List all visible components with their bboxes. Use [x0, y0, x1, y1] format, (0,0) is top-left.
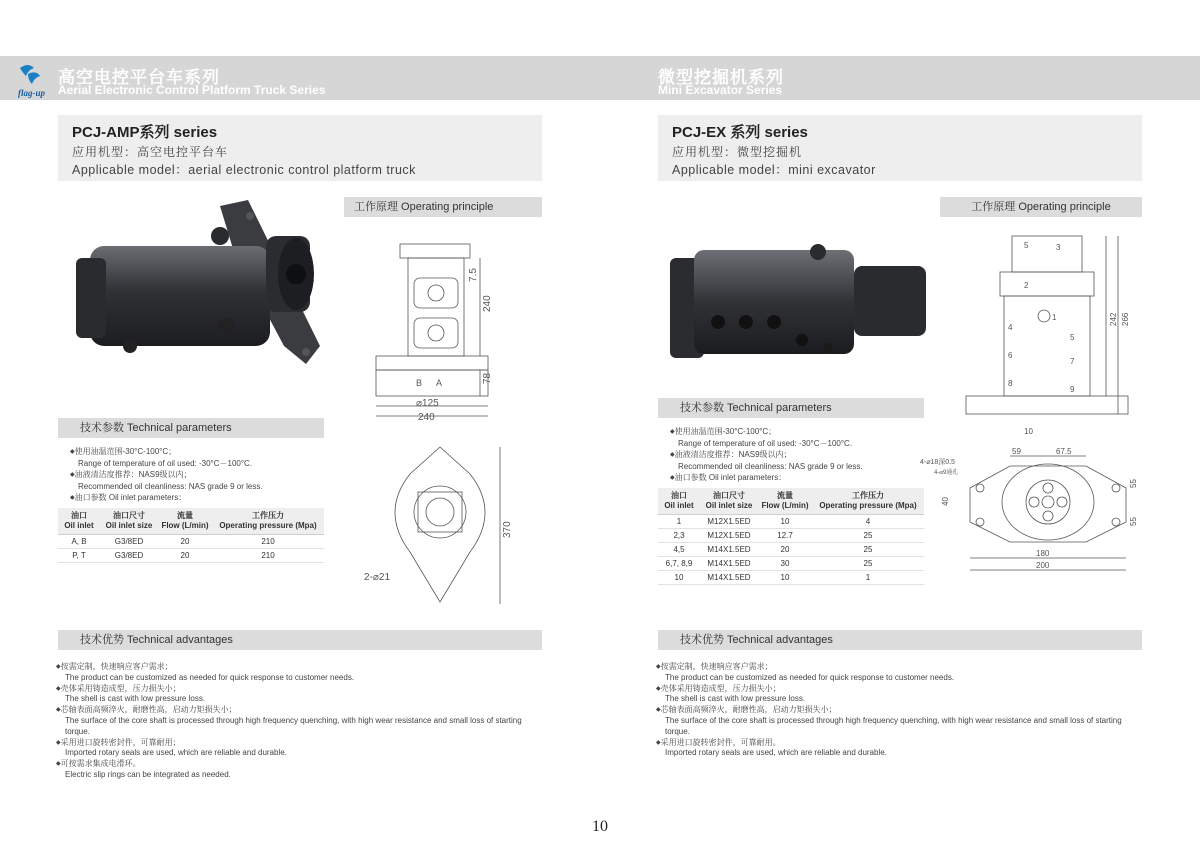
left-series-box	[58, 115, 542, 181]
header-left-cn: 高空电控平台车系列	[58, 68, 220, 87]
right-advantages-list	[656, 662, 1146, 759]
left-series-title: PCJ-AMP系列 series	[72, 124, 218, 141]
right-dim-d5: 4-⌀18深0.5	[920, 459, 955, 466]
left-dim-d6: 370	[502, 521, 513, 538]
right-param-1-cn: ◆ 使用油温范围-30°C-100°C；	[670, 426, 930, 438]
table-row: 6,7, 8,9 M14X1.5ED 30 25	[658, 557, 924, 571]
right-num-7: 7	[1070, 357, 1075, 366]
left-param-1-en: Range of temperature of oil used: -30°C－100°C.	[78, 459, 253, 468]
left-model-cn: 应用机型：高空电控平台车	[72, 145, 229, 159]
header-right-cn: 微型挖掘机系列	[658, 68, 784, 87]
right-num-1: 1	[1052, 313, 1057, 322]
right-adv-1-cn: ◆ 按需定制，快速响应客户需求；	[656, 662, 1146, 673]
table-row: 4,5 M14X1.5ED 20 25	[658, 543, 924, 557]
right-product-photo	[660, 236, 936, 386]
svg-text:flag-up: flag-up	[18, 88, 45, 98]
header-left-en: Aerial Electronic Control Platform Truck Series	[58, 83, 326, 97]
left-param-2-cn: ◆ 油液清洁度推荐：NAS9级以内；	[70, 469, 330, 481]
right-adv-2-en: The shell is cast with low pressure loss.	[665, 694, 806, 704]
right-num-2: 2	[1024, 281, 1029, 290]
right-params-list	[670, 426, 930, 484]
right-num-5: 5	[1070, 333, 1075, 342]
right-dim-d10: 180	[1036, 549, 1050, 558]
right-num-4: 4	[1008, 323, 1013, 332]
left-model-en: Applicable model：aerial electronic control platform truck	[72, 163, 416, 177]
right-num-3: 3	[1056, 243, 1061, 252]
table-row: A, B G3/8ED 20 210	[58, 535, 324, 549]
right-param-3-cn: ◆ 油口参数 Oil inlet parameters：	[670, 472, 930, 484]
left-param-3-cn: ◆ 油口参数 Oil inlet parameters：	[70, 492, 330, 504]
right-model-cn: 应用机型：微型挖掘机	[672, 145, 803, 159]
left-advantages-bar: 技术优势 Technical advantages	[58, 630, 542, 650]
right-dim-d6: 4-⌀9通孔	[934, 470, 959, 476]
table-row: 2,3 M12X1.5ED 12.7 25	[658, 529, 924, 543]
right-dim-d1: 242	[1109, 312, 1118, 326]
left-th-oil-inlet: 油口 Oil inlet	[58, 508, 100, 535]
left-adv-1-en: The product can be customized as needed for quick response to customer needs.	[65, 672, 355, 682]
right-dim-d3: 59	[1012, 447, 1021, 456]
left-label-b: B	[416, 378, 423, 388]
left-dim-d5: 240	[418, 412, 435, 423]
left-product-photo	[70, 196, 332, 382]
header-right-en: Mini Excavator Series	[658, 83, 783, 97]
right-num-8: 8	[1008, 379, 1013, 388]
right-param-2-en: Recommended oil cleanliness: NAS grade 9 or less.	[678, 462, 863, 471]
left-adv-2-cn: ◆ 壳体采用铸造成型，压力损失小；	[56, 684, 546, 695]
right-th-oil-inlet: 油口 Oil inlet	[658, 488, 700, 515]
left-adv-3-cn: ◆ 芯轴表面高频淬火，耐磨性高，启动力矩损失小；	[56, 705, 546, 716]
table-row: 1 M12X1.5ED 10 4	[658, 515, 924, 529]
right-adv-4-cn: ◆ 采用进口旋转密封件，可靠耐用。	[656, 738, 1146, 749]
left-th-flow: 流量 Flow (L/min)	[158, 508, 212, 535]
right-principle-bar: 工作原理 Operating principle	[940, 197, 1142, 217]
left-advantages-list	[56, 662, 546, 781]
right-tech-params-bar: 技术参数 Technical parameters	[658, 398, 924, 418]
left-param-2-en: Recommended oil cleanliness: NAS grade 9 or less.	[78, 482, 263, 491]
left-dim-d7: 2-⌀21	[364, 572, 391, 583]
right-model-en: Applicable model：mini excavator	[672, 163, 876, 177]
right-dim-d11: 200	[1036, 561, 1050, 570]
right-num-10: 10	[1024, 427, 1033, 436]
flag-up-logo	[16, 60, 56, 100]
page-number: 10	[592, 818, 608, 835]
left-principle-bar: 工作原理 Operating principle	[344, 197, 542, 217]
right-dim-d2: 266	[1121, 312, 1130, 326]
right-adv-3-en: The surface of the core shaft is processed through high frequency quenching, with high wear resistance and small loss of starting torque.	[665, 715, 1122, 736]
right-dim-d8: 55	[1129, 479, 1138, 488]
left-tech-params-bar: 技术参数 Technical parameters	[58, 418, 324, 438]
left-adv-2-en: The shell is cast with low pressure loss.	[65, 694, 206, 704]
table-row: 10 M14X1.5ED 10 1	[658, 571, 924, 585]
right-series-title: PCJ-EX 系列 series	[672, 124, 808, 141]
right-advantages-bar: 技术优势 Technical advantages	[658, 630, 1142, 650]
left-adv-5-cn: ◆ 可按需求集成电滑环。	[56, 759, 546, 770]
right-params-table	[658, 488, 924, 585]
right-num-9: 9	[1070, 385, 1075, 394]
left-adv-4-en: Imported rotary seals are used, which are reliable and durable.	[65, 748, 287, 758]
left-dim-d2: 240	[482, 295, 493, 312]
right-param-2-cn: ◆ 油液清洁度推荐：NAS9级以内；	[670, 449, 930, 461]
left-label-a: A	[436, 378, 443, 388]
right-adv-2-cn: ◆ 壳体采用铸造成型，压力损失小；	[656, 684, 1146, 695]
right-adv-4-en: Imported rotary seals are used, which are reliable and durable.	[665, 748, 887, 758]
left-dim-d1: 7.5	[468, 268, 479, 282]
right-technical-drawing	[920, 226, 1142, 582]
right-th-flow: 流量 Flow (L/min)	[758, 488, 812, 515]
right-th-size: 油口尺寸 Oil inlet size	[700, 488, 758, 515]
right-dim-d9: 55	[1129, 517, 1138, 526]
left-technical-drawing	[350, 222, 540, 622]
right-param-1-en: Range of temperature of oil used: -30°C－100°C.	[678, 439, 853, 448]
left-th-size: 油口尺寸 Oil inlet size	[100, 508, 158, 535]
left-adv-1-cn: ◆ 按需定制，快速响应客户需求；	[56, 662, 546, 673]
left-adv-5-en: Electric slip rings can be integrated as needed.	[65, 769, 231, 779]
left-adv-3-en: The surface of the core shaft is processed through high frequency quenching, with high wear resistance and small loss of starting torque.	[65, 715, 522, 736]
table-row: P, T G3/8ED 20 210	[58, 549, 324, 563]
left-param-1-cn: ◆ 使用油温范围-30°C-100°C；	[70, 446, 330, 458]
right-num-6: 6	[1008, 351, 1013, 360]
left-dim-d4: ⌀125	[416, 398, 439, 409]
left-params-table	[58, 508, 324, 563]
right-series-box	[658, 115, 1142, 181]
right-adv-1-en: The product can be customized as needed for quick response to customer needs.	[665, 672, 955, 682]
left-adv-4-cn: ◆ 采用进口旋转密封件，可靠耐用；	[56, 738, 546, 749]
right-adv-3-cn: ◆ 芯轴表面高频淬火，耐磨性高，启动力矩损失小；	[656, 705, 1146, 716]
right-dim-d7: 40	[941, 497, 950, 506]
left-th-pressure: 工作压力 Operating pressure (Mpa)	[212, 508, 324, 535]
left-dim-d3: 78	[482, 372, 493, 384]
right-th-pressure: 工作压力 Operating pressure (Mpa)	[812, 488, 924, 515]
left-params-list	[70, 446, 330, 504]
right-num-5a: 5	[1024, 241, 1029, 250]
right-dim-d4: 67.5	[1056, 447, 1072, 456]
